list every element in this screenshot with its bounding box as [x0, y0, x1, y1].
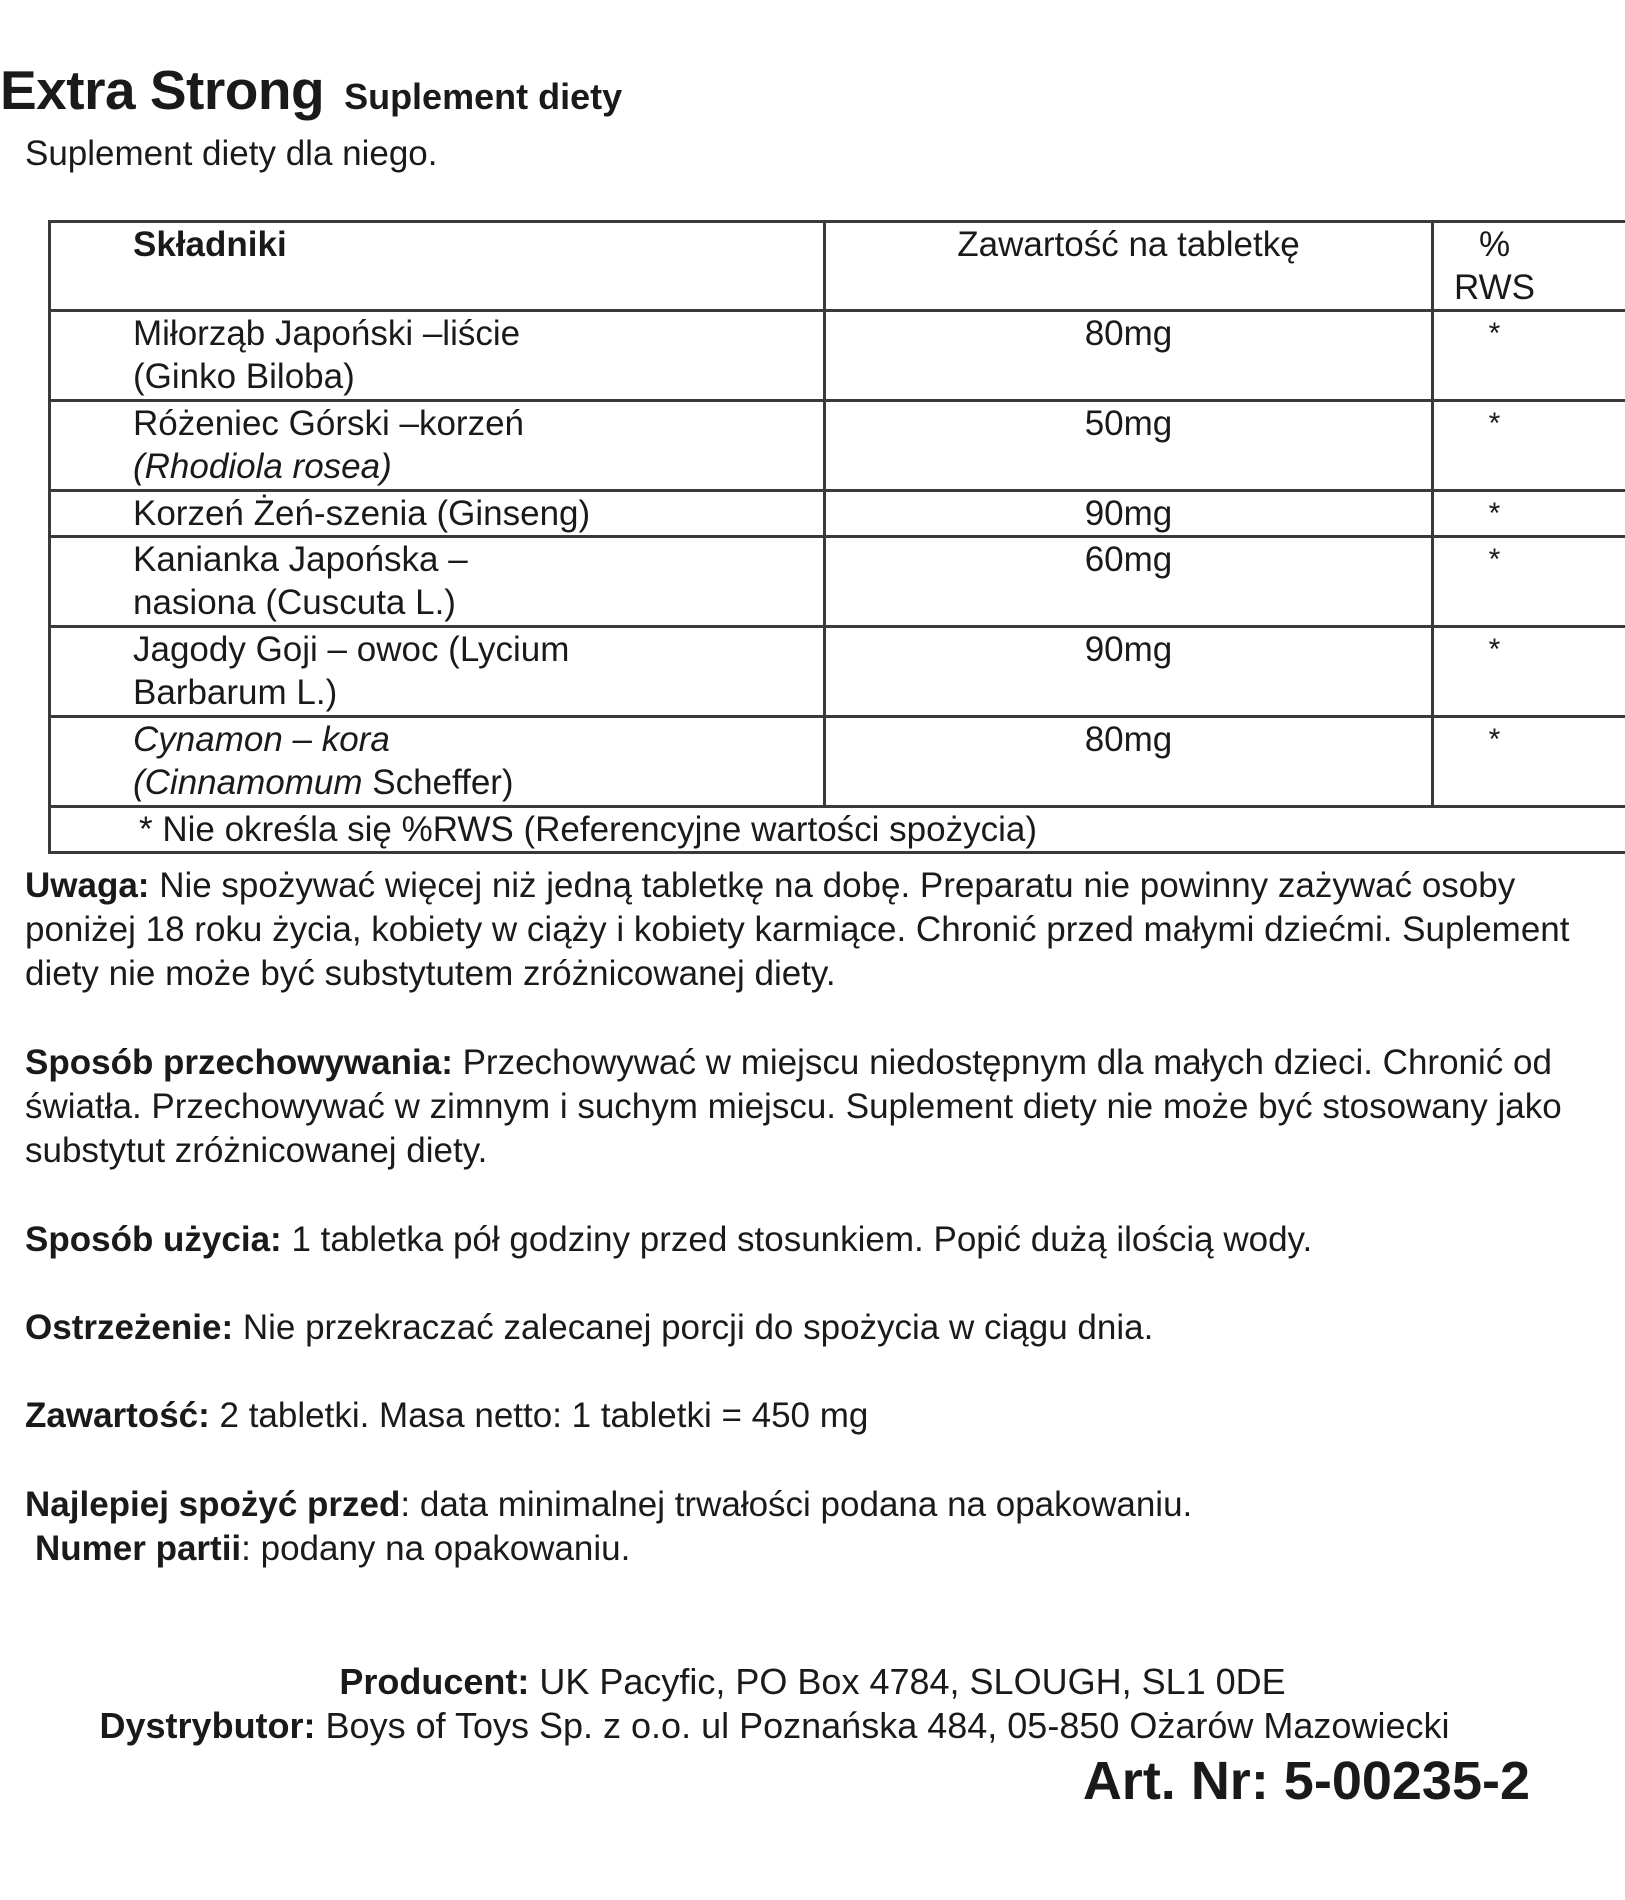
distributor-line	[0, 1704, 1587, 1748]
content-section	[25, 1394, 1605, 1438]
best-before-text: : data minimalnej trwałości podana na opakowaniu.	[400, 1485, 1193, 1524]
article-number: Art. Nr: 5-00235-2	[1082, 1751, 1530, 1811]
title-main: Extra Strong	[0, 59, 325, 121]
ingredient-rws: *	[1433, 401, 1625, 491]
table-footnote: * Nie określa się %RWS (Referencyjne wartości spożycia)	[50, 807, 1625, 853]
ingredient-name: Różeniec Górski –korzeń (Rhodiola rosea)	[50, 401, 825, 491]
ingredients-table	[48, 220, 1625, 854]
storage-section	[25, 1041, 1605, 1173]
ingredient-rws: *	[1433, 311, 1625, 401]
table-header-row	[50, 222, 1625, 311]
warning-label: Uwaga:	[25, 866, 150, 905]
ingredient-amount: 60mg	[825, 537, 1433, 627]
producer-line	[0, 1660, 1625, 1704]
ingredient-name: Korzeń Żeń-szenia (Ginseng)	[50, 491, 825, 537]
ingredient-rws: *	[1433, 491, 1625, 537]
table-row	[50, 717, 1625, 807]
storage-text: Przechowywać w miejscu niedostępnym dla małych dzieci. Chronić od światła. Przechowywać w zimnym i suchym miejscu. Suplement diety nie może być stosowany jako substytut zróżnicowanej diety.	[25, 1043, 1562, 1170]
table-row	[50, 311, 1625, 401]
best-before-label: Najlepiej spożyć przed	[25, 1485, 401, 1524]
batch-label: Numer partii	[35, 1529, 242, 1568]
table-footnote-row	[50, 807, 1625, 853]
ingredient-amount: 80mg	[825, 311, 1433, 401]
header-amount: Zawartość na tabletkę	[825, 222, 1433, 311]
ingredient-amount: 50mg	[825, 401, 1433, 491]
content-label: Zawartość:	[25, 1396, 210, 1435]
product-title	[0, 58, 622, 122]
table-row	[50, 401, 1625, 491]
usage-text: 1 tabletka pół godziny przed stosunkiem. Popić dużą ilością wody.	[281, 1220, 1313, 1259]
ingredient-name: Cynamon – kora (Cinnamomum Scheffer)	[50, 717, 825, 807]
ingredient-rws: *	[1433, 537, 1625, 627]
ingredient-amount: 90mg	[825, 627, 1433, 717]
caution-label: Ostrzeżenie:	[25, 1308, 234, 1347]
ingredient-rws: *	[1433, 627, 1625, 717]
header-ingredients: Składniki	[50, 222, 825, 311]
producer-block	[0, 1660, 1625, 1748]
producer-text: UK Pacyfic, PO Box 4784, SLOUGH, SL1 0DE	[529, 1661, 1286, 1702]
table-row	[50, 491, 1625, 537]
header-rws: % RWS	[1433, 222, 1625, 311]
ingredient-amount: 90mg	[825, 491, 1433, 537]
content-text: 2 tabletki. Masa netto: 1 tabletki = 450 mg	[209, 1396, 869, 1435]
ingredient-name: Kanianka Japońska – nasiona (Cuscuta L.)	[50, 537, 825, 627]
batch-text: : podany na opakowaniu.	[241, 1529, 631, 1568]
distributor-text: Boys of Toys Sp. z o.o. ul Poznańska 484, 05-850 Ożarów Mazowiecki	[315, 1705, 1450, 1746]
caution-section	[25, 1306, 1605, 1350]
ingredient-name: Miłorząb Japoński –liście (Ginko Biloba)	[50, 311, 825, 401]
batch-section	[35, 1527, 1615, 1571]
usage-label: Sposób użycia:	[25, 1220, 282, 1259]
usage-section	[25, 1218, 1605, 1262]
subtitle: Suplement diety dla niego.	[25, 134, 438, 173]
warning-text: Nie spożywać więcej niż jedną tabletkę na dobę. Preparatu nie powinny zażywać osoby poniżej 18 roku życia, kobiety w ciąży i kobiety karmiące. Chronić przed małymi dziećmi. Suplement diety nie może być substytutem zróżnicowanej diety.	[25, 866, 1570, 993]
distributor-label: Dystrybutor:	[99, 1705, 316, 1746]
warning-section	[25, 864, 1605, 996]
ingredient-name: Jagody Goji – owoc (Lycium Barbarum L.)	[50, 627, 825, 717]
producer-label: Producent:	[339, 1661, 530, 1702]
title-sub: Suplement diety	[344, 76, 623, 117]
table-row	[50, 627, 1625, 717]
best-before-section	[25, 1483, 1605, 1527]
ingredient-amount: 80mg	[825, 717, 1433, 807]
ingredient-rws: *	[1433, 717, 1625, 807]
table-row	[50, 537, 1625, 627]
storage-label: Sposób przechowywania:	[25, 1043, 453, 1082]
caution-text: Nie przekraczać zalecanej porcji do spożycia w ciągu dnia.	[233, 1308, 1154, 1347]
